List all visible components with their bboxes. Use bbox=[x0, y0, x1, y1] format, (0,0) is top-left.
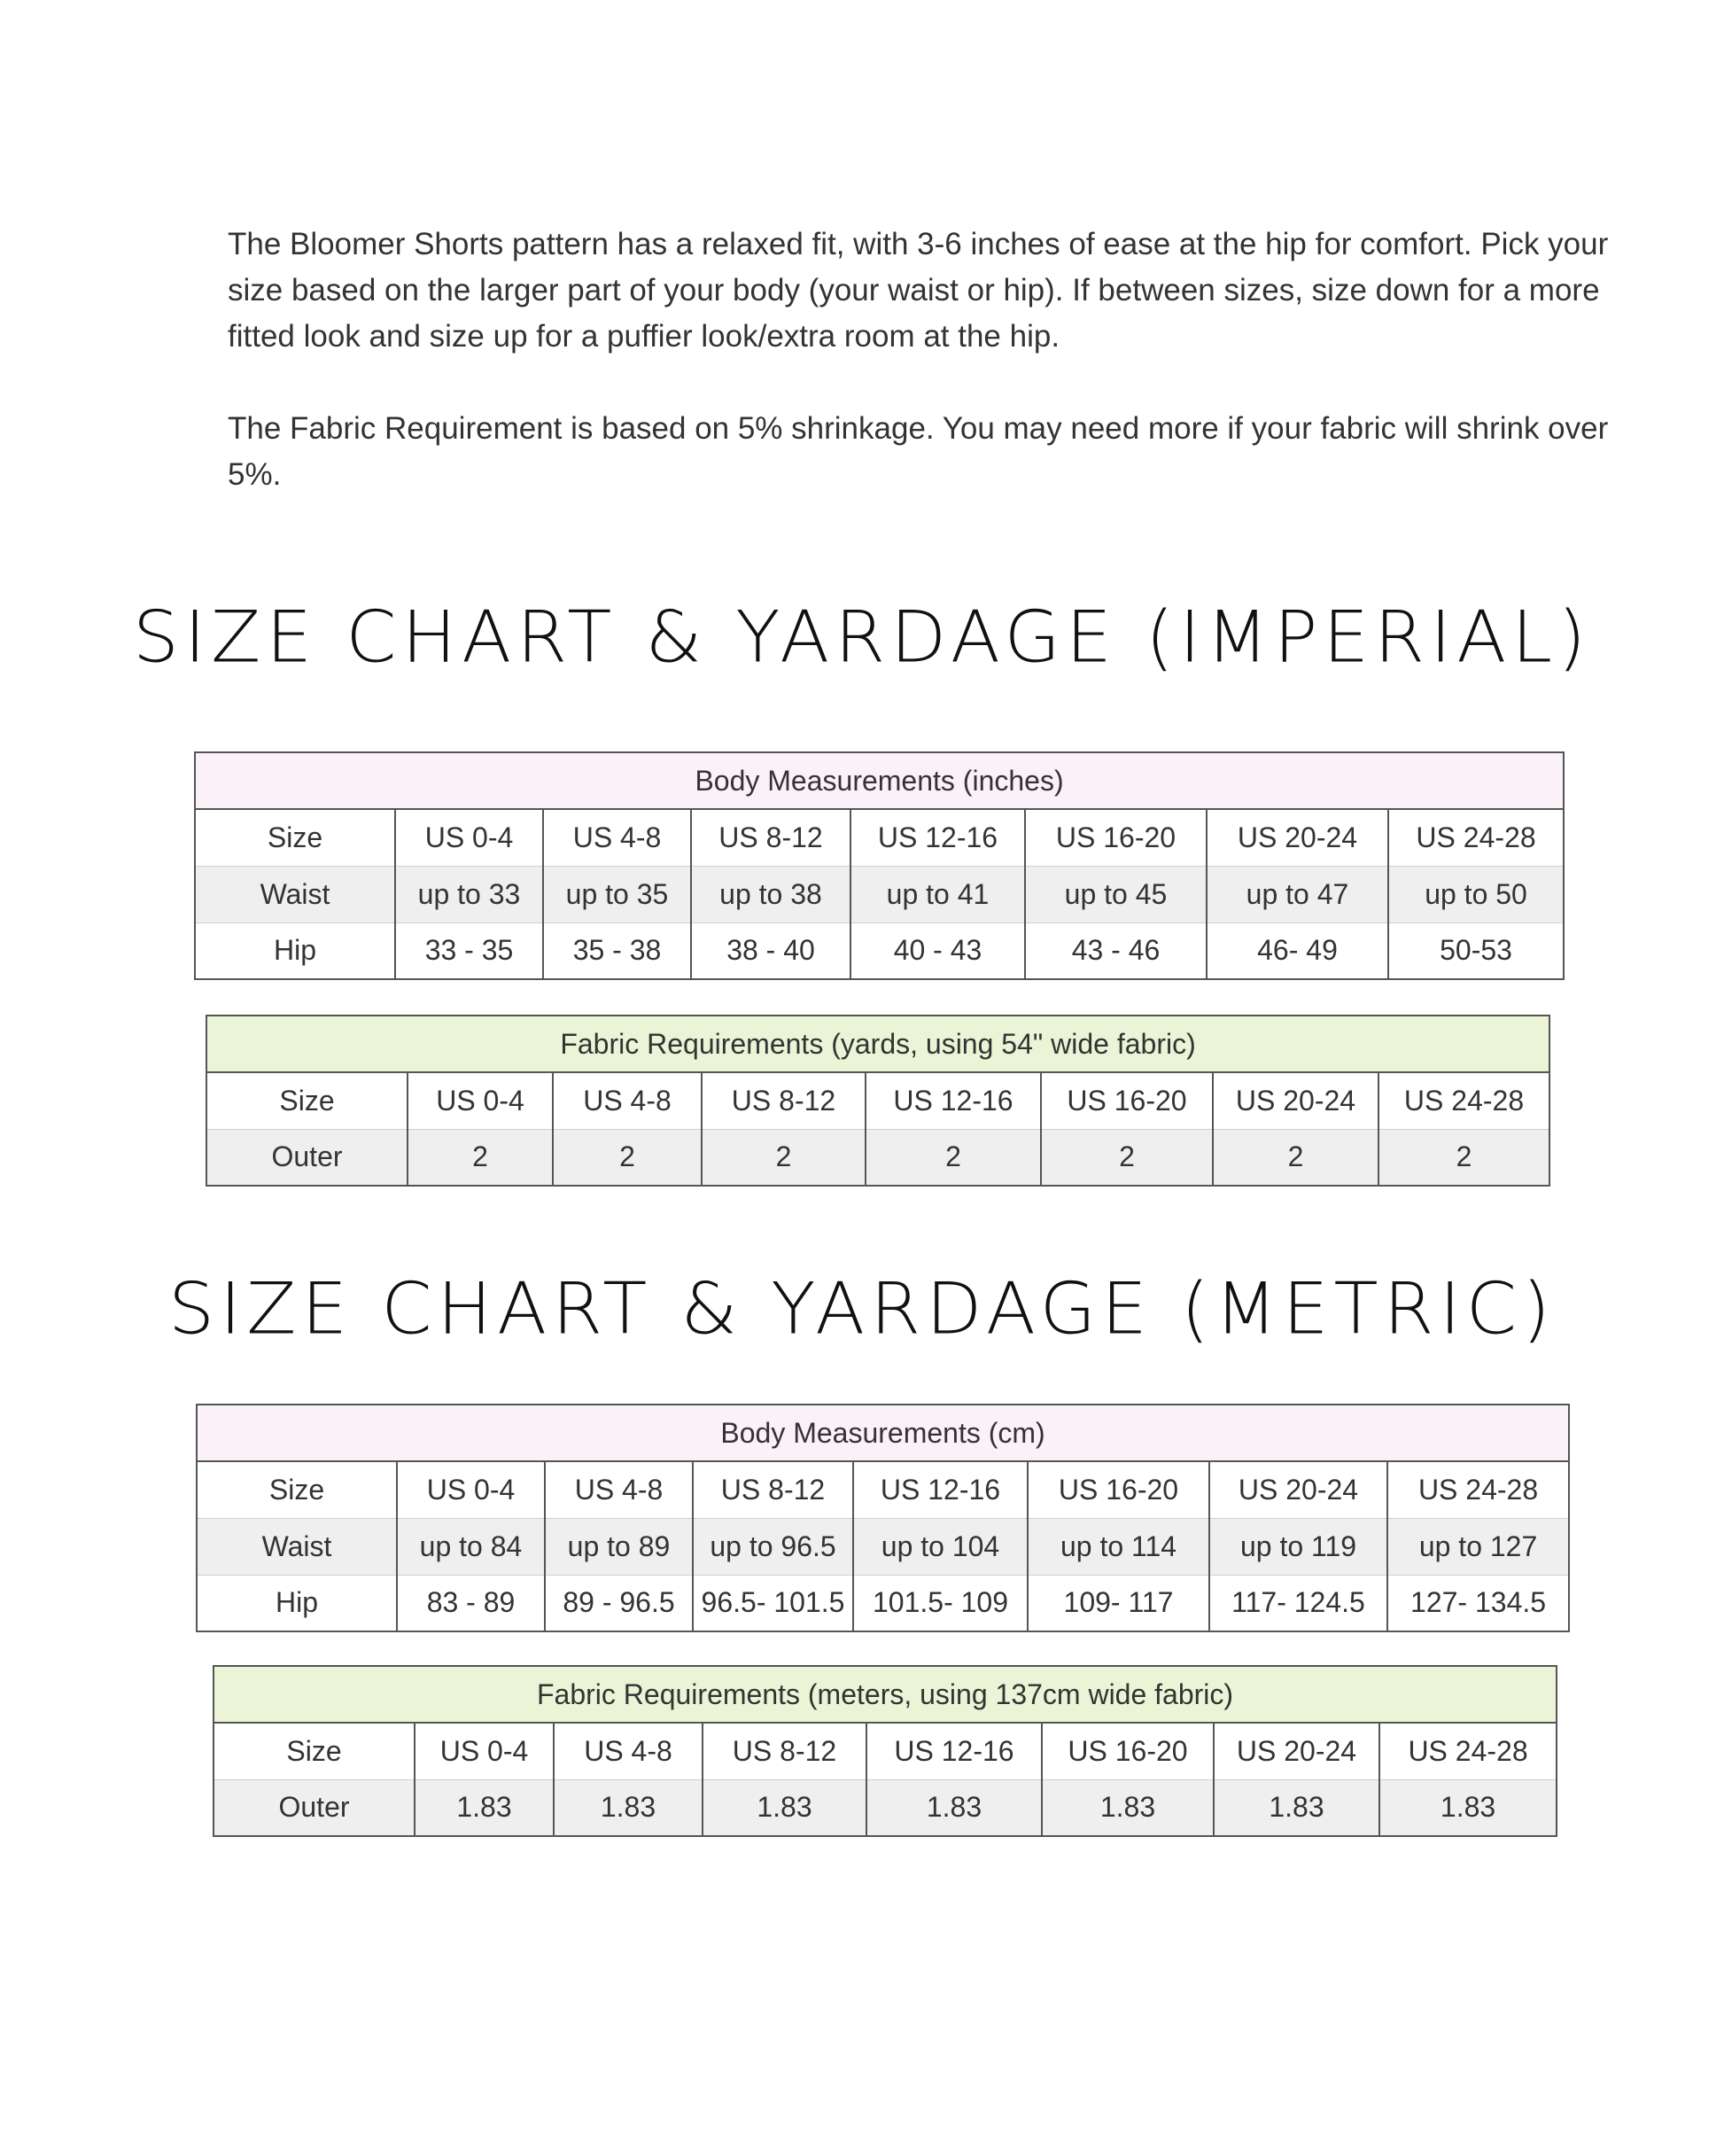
table-cell: 33 - 35 bbox=[395, 922, 543, 979]
table-cell: 1.83 bbox=[415, 1779, 554, 1836]
table-cell: 43 - 46 bbox=[1025, 922, 1207, 979]
table-cell: US 20-24 bbox=[1207, 809, 1388, 866]
table-cell: US 4-8 bbox=[554, 1723, 703, 1779]
table-cell: US 24-28 bbox=[1379, 1723, 1557, 1779]
imperial-fabric-requirements-table bbox=[206, 1015, 1550, 1187]
table-cell: up to 114 bbox=[1028, 1518, 1209, 1575]
table-cell: US 4-8 bbox=[553, 1072, 702, 1129]
table-cell: US 12-16 bbox=[850, 809, 1025, 866]
table-cell: US 4-8 bbox=[545, 1461, 693, 1518]
table-cell: up to 38 bbox=[691, 866, 850, 922]
row-label: Outer bbox=[214, 1779, 415, 1836]
table-row bbox=[206, 1072, 1549, 1129]
table-cell: 40 - 43 bbox=[850, 922, 1025, 979]
table-cell: 46- 49 bbox=[1207, 922, 1388, 979]
row-label: Outer bbox=[206, 1129, 408, 1186]
table-cell: US 12-16 bbox=[853, 1461, 1028, 1518]
table-cell: US 20-24 bbox=[1214, 1723, 1379, 1779]
table-cell: up to 89 bbox=[545, 1518, 693, 1575]
table-row bbox=[214, 1723, 1557, 1779]
table-cell: US 0-4 bbox=[408, 1072, 553, 1129]
table-cell: US 20-24 bbox=[1209, 1461, 1387, 1518]
row-label: Waist bbox=[197, 1518, 397, 1575]
table-cell: US 16-20 bbox=[1028, 1461, 1209, 1518]
table-cell: US 24-28 bbox=[1388, 809, 1564, 866]
table-header: Body Measurements (cm) bbox=[197, 1405, 1569, 1461]
table-cell: 109- 117 bbox=[1028, 1575, 1209, 1631]
table-cell: up to 33 bbox=[395, 866, 543, 922]
table-row bbox=[195, 922, 1564, 979]
table-row bbox=[195, 809, 1564, 866]
table-row bbox=[197, 1461, 1569, 1518]
table-cell: 101.5- 109 bbox=[853, 1575, 1028, 1631]
metric-title: SIZE CHART & YARDAGE (METRIC) bbox=[167, 1267, 1557, 1351]
table-cell: 117- 124.5 bbox=[1209, 1575, 1387, 1631]
table-cell: up to 96.5 bbox=[693, 1518, 853, 1575]
table-cell: up to 104 bbox=[853, 1518, 1028, 1575]
table-cell: up to 47 bbox=[1207, 866, 1388, 922]
row-label: Size bbox=[195, 809, 395, 866]
table-cell: US 8-12 bbox=[702, 1072, 866, 1129]
table-row bbox=[195, 866, 1564, 922]
table-cell: 2 bbox=[408, 1129, 553, 1186]
table-cell: 2 bbox=[553, 1129, 702, 1186]
table-cell: 96.5- 101.5 bbox=[693, 1575, 853, 1631]
table-row bbox=[197, 1575, 1569, 1631]
table-cell: 2 bbox=[1041, 1129, 1213, 1186]
table-row bbox=[214, 1779, 1557, 1836]
table-header: Fabric Requirements (meters, using 137cm wide fabric) bbox=[214, 1666, 1557, 1723]
row-label: Hip bbox=[195, 922, 395, 979]
table-cell: 127- 134.5 bbox=[1387, 1575, 1569, 1631]
table-cell: 83 - 89 bbox=[397, 1575, 545, 1631]
metric-fabric-requirements-table bbox=[213, 1665, 1557, 1837]
intro-paragraph-shrinkage: The Fabric Requirement is based on 5% shrinkage. You may need more if your fabric will shrink over 5%. bbox=[228, 411, 1609, 492]
table-cell: US 16-20 bbox=[1042, 1723, 1214, 1779]
table-row bbox=[206, 1129, 1549, 1186]
table-cell: up to 41 bbox=[850, 866, 1025, 922]
table-cell: 1.83 bbox=[1214, 1779, 1379, 1836]
row-label: Size bbox=[206, 1072, 408, 1129]
table-header: Body Measurements (inches) bbox=[195, 752, 1564, 809]
imperial-title: SIZE CHART & YARDAGE (IMPERIAL) bbox=[132, 595, 1592, 680]
table-cell: 1.83 bbox=[866, 1779, 1042, 1836]
table-cell: US 8-12 bbox=[691, 809, 850, 866]
table-cell: US 0-4 bbox=[395, 809, 543, 866]
row-label: Size bbox=[214, 1723, 415, 1779]
table-cell: US 8-12 bbox=[703, 1723, 866, 1779]
table-cell: 1.83 bbox=[1042, 1779, 1214, 1836]
table-cell: US 16-20 bbox=[1025, 809, 1207, 866]
table-cell: 1.83 bbox=[703, 1779, 866, 1836]
table-cell: US 0-4 bbox=[415, 1723, 554, 1779]
table-cell: US 0-4 bbox=[397, 1461, 545, 1518]
table-cell: 38 - 40 bbox=[691, 922, 850, 979]
table-cell: US 12-16 bbox=[866, 1072, 1041, 1129]
table-cell: 89 - 96.5 bbox=[545, 1575, 693, 1631]
table-cell: up to 45 bbox=[1025, 866, 1207, 922]
table-cell: 2 bbox=[1378, 1129, 1549, 1186]
table-cell: 1.83 bbox=[1379, 1779, 1557, 1836]
row-label: Hip bbox=[197, 1575, 397, 1631]
table-cell: US 24-28 bbox=[1387, 1461, 1569, 1518]
intro-text bbox=[228, 222, 1610, 498]
table-cell: US 8-12 bbox=[693, 1461, 853, 1518]
table-row bbox=[197, 1518, 1569, 1575]
table-cell: US 4-8 bbox=[543, 809, 691, 866]
table-cell: US 16-20 bbox=[1041, 1072, 1213, 1129]
table-header: Fabric Requirements (yards, using 54" wide fabric) bbox=[206, 1016, 1549, 1072]
table-cell: 1.83 bbox=[554, 1779, 703, 1836]
table-cell: 2 bbox=[866, 1129, 1041, 1186]
imperial-body-measurements-table bbox=[194, 751, 1565, 980]
metric-body-measurements-table bbox=[196, 1404, 1570, 1632]
table-cell: up to 35 bbox=[543, 866, 691, 922]
table-cell: US 12-16 bbox=[866, 1723, 1042, 1779]
row-label: Waist bbox=[195, 866, 395, 922]
table-cell: up to 127 bbox=[1387, 1518, 1569, 1575]
table-cell: 50-53 bbox=[1388, 922, 1564, 979]
table-cell: up to 119 bbox=[1209, 1518, 1387, 1575]
intro-paragraph-fit: The Bloomer Shorts pattern has a relaxed fit, with 3-6 inches of ease at the hip for comfort. Pick your size based on the larger part of your body (your waist or hip). If between sizes, size down for a more fitted look and size up for a puffier look/extra room at the hip. bbox=[228, 227, 1609, 354]
table-cell: up to 84 bbox=[397, 1518, 545, 1575]
table-cell: US 24-28 bbox=[1378, 1072, 1549, 1129]
row-label: Size bbox=[197, 1461, 397, 1518]
table-cell: 2 bbox=[702, 1129, 866, 1186]
table-cell: US 20-24 bbox=[1213, 1072, 1378, 1129]
table-cell: up to 50 bbox=[1388, 866, 1564, 922]
table-cell: 35 - 38 bbox=[543, 922, 691, 979]
table-cell: 2 bbox=[1213, 1129, 1378, 1186]
